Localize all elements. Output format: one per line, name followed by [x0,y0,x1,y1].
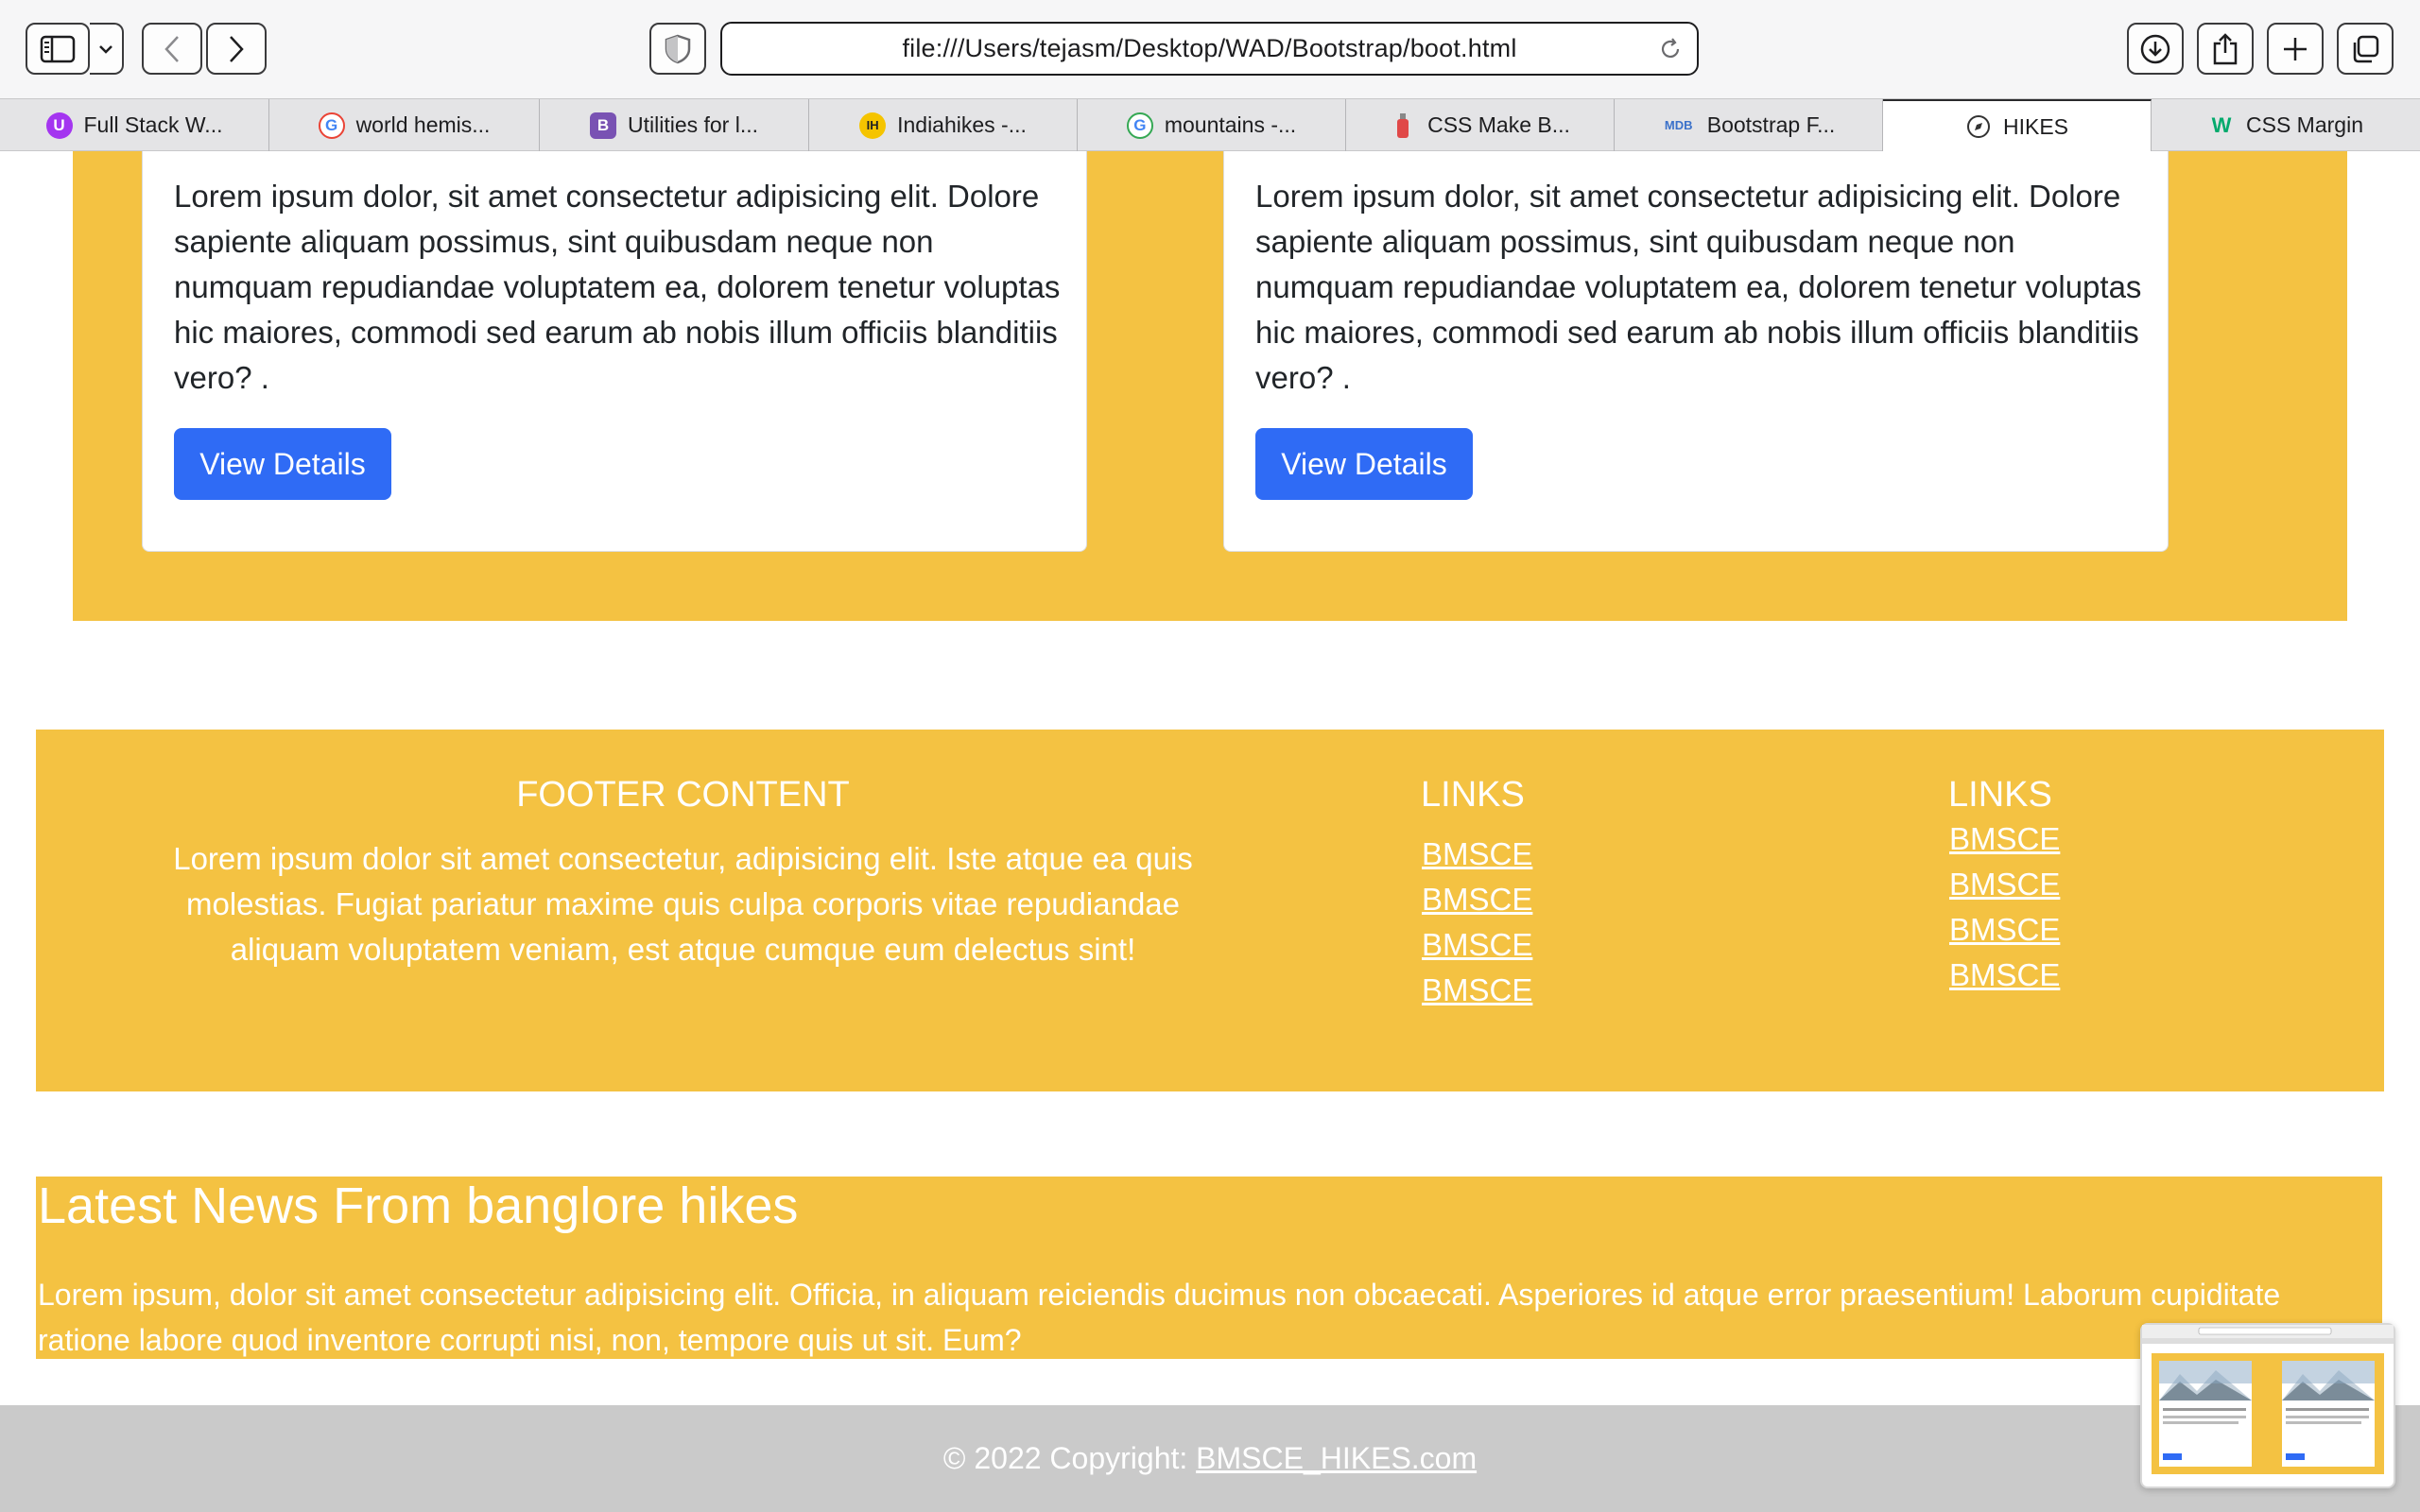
browser-toolbar [0,0,2420,98]
chevron-left-icon [164,35,181,63]
w3schools-icon: W [2211,112,2232,137]
google-icon: G [319,112,345,139]
screenshot-thumbnail[interactable] [2140,1323,2395,1488]
tab-full-stack[interactable] [0,99,269,151]
news-title: Latest News From banglore hikes [38,1177,799,1234]
tab-bootstrap-f[interactable] [1615,99,1883,151]
footer-links-title: LINKS [1421,775,1525,815]
card-text: Lorem ipsum dolor, sit amet consectetur adipisicing elit. Dolore sapiente aliquam possimus, sint quibusdam neque non numquam repudiandae voluptatem ea, dolorem tenetur voluptas hic maiores, commodi sed earum ab nobis illum officiis blanditiis vero? . [174,179,1061,395]
footer-link[interactable]: BMSCE [1422,836,1533,871]
copyright-text: © 2022 Copyright: [942,1441,1197,1475]
downloads-button[interactable] [2127,23,2184,75]
footer-link[interactable]: BMSCE [1949,821,2061,856]
footer-content-text: Lorem ipsum dolor sit amet consectetur, adipisicing elit. Iste atque ea quis molestias. Fugiat pariatur maxime quis culpa corporis vitae repudiandae aliquam voluptatem veniam, est atque cumque eum delectus sint! [173,841,1193,967]
url-text: file:///Users/tejasm/Desktop/WAD/Bootstrap/boot.html [902,34,1517,62]
tab-bar [0,98,2420,151]
copyright-link[interactable]: BMSCE_HIKES.com [1196,1441,1478,1475]
tab-label: world hemis... [355,112,491,137]
copyright-bar [0,1405,2420,1512]
footer-link[interactable]: BMSCE [1422,927,1533,962]
plus-icon [2281,35,2309,63]
tab-group-dropdown-button[interactable] [90,23,124,75]
bottle-icon [1390,112,1416,139]
news-text: Lorem ipsum, dolor sit amet consectetur adipisicing elit. Officia, in aliquam reiciendis ducimus non obcaecati. Asperiores id atque error praesentium! Laborum cupiditate ratione labore quod inventore corrupti nisi, non, tempore quis ut sit. Eum? [38,1278,2281,1357]
tab-label: CSS Margin [2246,112,2363,137]
tab-world-hemis[interactable] [269,99,540,151]
footer-link[interactable]: BMSCE [1949,957,2061,992]
address-bar[interactable] [720,22,1699,76]
udemy-icon: U [46,112,73,139]
reload-icon[interactable] [1657,36,1684,62]
tab-label: Bootstrap F... [1706,112,1836,137]
footer-links-title: LINKS [1948,775,2052,815]
footer-link[interactable]: BMSCE [1422,882,1533,917]
tab-label: Full Stack W... [83,112,223,137]
page-preview-image [2142,1325,2394,1486]
view-details-button[interactable]: View Details [1255,428,1473,500]
sidebar-icon [40,35,76,63]
chevron-right-icon [228,35,245,63]
tab-css-margin[interactable] [2152,99,2420,151]
tab-hikes[interactable] [1883,99,2152,152]
footer-link[interactable]: BMSCE [1422,972,1533,1007]
download-icon [2139,33,2171,65]
footer-link[interactable]: BMSCE [1949,867,2061,902]
card-text: Lorem ipsum dolor, sit amet consectetur adipisicing elit. Dolore sapiente aliquam possimus, sint quibusdam neque non numquam repudiandae voluptatem ea, dolorem tenetur voluptas hic maiores, commodi sed earum ab nobis illum officiis blanditiis vero? . [1255,179,2142,395]
tab-label: CSS Make B... [1427,112,1570,137]
chevron-down-icon [98,44,113,54]
tab-label: Utilities for l... [627,112,759,137]
compass-icon [1965,113,1992,140]
hike-card [1223,151,2169,552]
shield-icon [665,34,691,64]
hike-card [142,151,1087,552]
new-tab-button[interactable] [2267,23,2324,75]
bootstrap-icon: B [590,112,616,139]
share-icon [2211,32,2239,66]
tab-utilities[interactable] [540,99,809,151]
view-details-button[interactable]: View Details [174,428,391,500]
indiahikes-icon: IH [859,112,886,139]
mdb-icon: MDB [1664,118,1693,132]
tab-css-make[interactable] [1346,99,1615,151]
tab-label: HIKES [2002,113,2069,139]
tab-label: mountains -... [1164,112,1297,137]
tab-overview-button[interactable] [2337,23,2394,75]
privacy-report-button[interactable] [649,23,706,75]
footer-content-title: FOOTER CONTENT [516,775,850,815]
footer-link[interactable]: BMSCE [1949,912,2061,947]
share-button[interactable] [2197,23,2254,75]
back-button[interactable] [142,23,202,75]
tab-mountains[interactable] [1078,99,1346,151]
tab-indiahikes[interactable] [809,99,1078,151]
tab-label: Indiahikes -... [897,112,1027,137]
tabs-overview-icon [2350,34,2380,64]
forward-button[interactable] [206,23,267,75]
google-icon: G [1127,112,1153,139]
sidebar-toggle-button[interactable] [26,23,90,75]
